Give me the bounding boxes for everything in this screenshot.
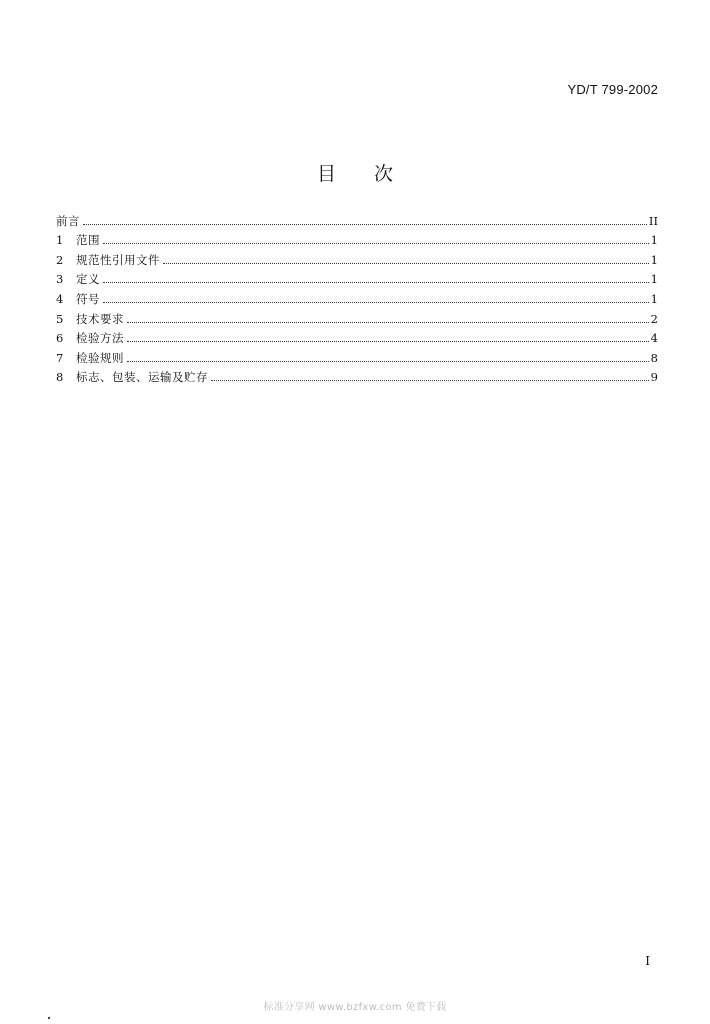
scan-speck (48, 1017, 50, 1019)
toc-entry-1[interactable] (56, 228, 658, 248)
toc-entry-label: 检验规则 (76, 350, 124, 365)
toc-page-number: 2 (650, 311, 658, 326)
toc-page-number: 4 (650, 331, 658, 346)
toc-dot-leader (127, 341, 649, 342)
toc-entry-7[interactable] (56, 345, 658, 365)
toc-entry-2[interactable] (56, 247, 658, 267)
toc-entry-label: 检验方法 (76, 331, 124, 346)
toc-dot-leader (127, 322, 649, 323)
toc-dot-leader (83, 224, 647, 225)
toc-dot-leader (211, 380, 649, 381)
toc-entry-8[interactable] (56, 365, 658, 385)
toc-entry-number: 2 (56, 252, 64, 267)
watermark: 标准分享网 www.bzfxw.com 免费下载 (263, 1002, 447, 1013)
toc-entry-label: 规范性引用文件 (76, 252, 160, 267)
toc-entry-number: 4 (56, 291, 64, 306)
toc-entry-label: 范围 (76, 233, 100, 248)
toc-entry-3[interactable] (56, 267, 658, 287)
toc-dot-leader (103, 302, 649, 303)
toc-page-number: 9 (650, 370, 658, 385)
toc-entry-label: 前言 (56, 213, 80, 228)
toc-entry-number: 5 (56, 311, 64, 326)
toc-entry-number: 8 (56, 370, 64, 385)
toc-entry-foreword[interactable] (56, 208, 658, 228)
table-of-contents (56, 208, 658, 384)
toc-dot-leader (103, 243, 649, 244)
toc-entry-label: 符号 (76, 291, 100, 306)
toc-page-number: 1 (650, 233, 658, 248)
toc-page-number: 1 (650, 291, 658, 306)
toc-entry-number: 3 (56, 272, 64, 287)
toc-page-number: II (648, 213, 658, 228)
toc-entry-number: 1 (56, 233, 64, 248)
toc-entry-6[interactable] (56, 326, 658, 346)
toc-entry-label: 标志、包装、运输及贮存 (76, 370, 208, 385)
toc-page-number: 1 (650, 252, 658, 267)
toc-entry-4[interactable] (56, 286, 658, 306)
toc-dot-leader (163, 263, 649, 264)
document-code: YD/T 799-2002 (567, 82, 658, 97)
toc-page-number: 1 (650, 272, 658, 287)
toc-entry-number: 6 (56, 331, 64, 346)
toc-entry-number: 7 (56, 350, 64, 365)
toc-entry-label: 定义 (76, 272, 100, 287)
page-title: 目次 (316, 162, 431, 185)
toc-dot-leader (127, 361, 649, 362)
toc-entry-5[interactable] (56, 306, 658, 326)
toc-dot-leader (103, 282, 649, 283)
toc-page-number: 8 (650, 350, 658, 365)
toc-entry-label: 技术要求 (76, 311, 124, 326)
page-number: I (645, 954, 650, 968)
